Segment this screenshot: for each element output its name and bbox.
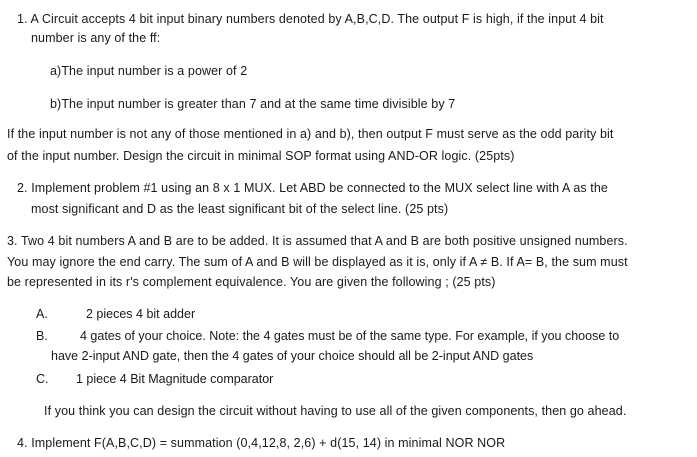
q4-line1: 4. Implement F(A,B,C,D) = summation (0,4,12,8, 2,6) + d(15, 14) in minimal NOR NOR — [17, 436, 506, 450]
q1-rule-line2: of the input number. Design the circuit in minimal SOP format using AND-OR logic. (25pts) — [7, 149, 515, 163]
q3-item-c-marker: C. — [36, 372, 49, 386]
q3-item-b-text: 4 gates of your choice. Note: the 4 gates must be of the same type. For example, if you choose to — [80, 329, 620, 343]
q3-item-c-text: 1 piece 4 Bit Magnitude comparator — [76, 372, 274, 386]
q2-line1: 2. Implement problem #1 using an 8 x 1 MUX. Let ABD be connected to the MUX select line with A as the — [17, 181, 608, 195]
q1-rule-line1: If the input number is not any of those mentioned in a) and b), then output F must serve as the odd parity bit — [7, 127, 614, 141]
q1-item-b: b)The input number is greater than 7 and at the same time divisible by 7 — [50, 97, 456, 111]
q1-item-a: a)The input number is a power of 2 — [50, 64, 248, 78]
q3-item-b-text-cont: have 2-input AND gate, then the 4 gates of your choice should all be 2-input AND gates — [51, 349, 534, 363]
q1-intro-line2: number is any of the ff: — [31, 31, 161, 45]
q3-line2: You may ignore the end carry. The sum of A and B will be displayed as it is, only if A ≠ B. If A= B, the sum must — [7, 255, 628, 269]
q3-line3: be represented in its r's complement equivalence. You are given the following ; (25 pts) — [7, 275, 496, 289]
q2-line2: most significant and D as the least significant bit of the select line. (25 pts) — [31, 202, 449, 216]
q1-intro-line1: 1. A Circuit accepts 4 bit input binary numbers denoted by A,B,C,D. The output F is high, if the input 4 bit — [17, 12, 604, 26]
q3-line1: 3. Two 4 bit numbers A and B are to be added. It is assumed that A and B are both positive unsigned numbers. — [7, 234, 628, 248]
q3-item-a-marker: A. — [36, 307, 48, 321]
q3-item-a-text: 2 pieces 4 bit adder — [86, 307, 196, 321]
q3-note: If you think you can design the circuit without having to use all of the given components, then go ahead. — [44, 404, 627, 418]
q3-item-b-marker: B. — [36, 329, 48, 343]
